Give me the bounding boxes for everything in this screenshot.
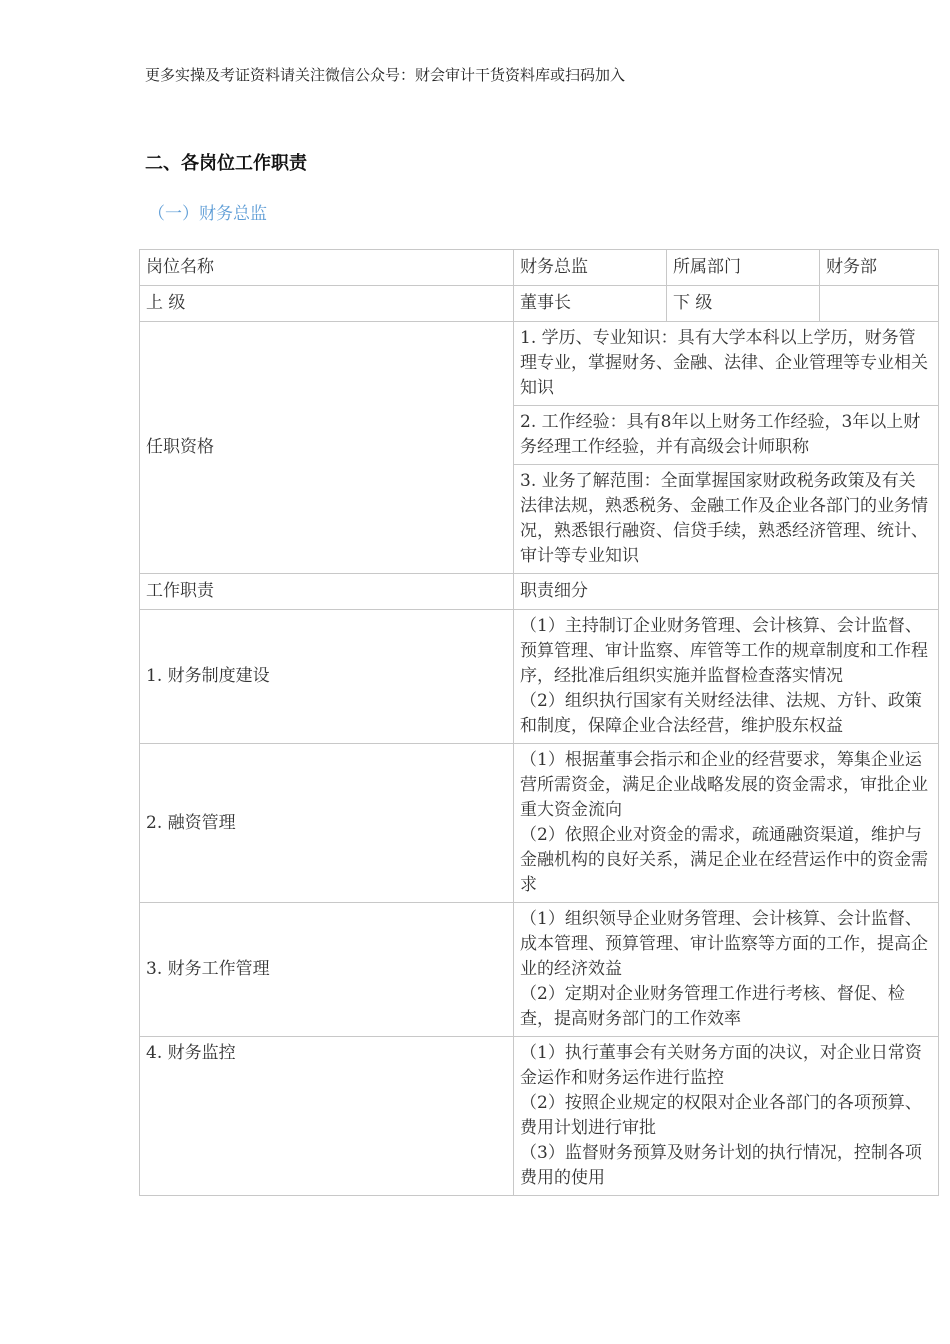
table-row xyxy=(140,744,939,903)
position-name-label: 岗位名称 xyxy=(140,250,514,286)
duty-details xyxy=(514,1037,939,1196)
subordinate-label: 下 级 xyxy=(667,286,820,322)
duty-detail-line: （2）按照企业规定的权限对企业各部门的各项预算、费用计划进行审批 xyxy=(520,1093,922,1138)
duty-detail-line: （1）根据董事会指示和企业的经营要求，筹集企业运营所需资金，满足企业战略发展的资金需求，审批企业重大资金流向 xyxy=(520,750,928,820)
subordinate-value xyxy=(820,286,939,322)
subsection-title: （一）财务总监 xyxy=(148,204,267,224)
table-row xyxy=(140,286,939,322)
qualification-label: 任职资格 xyxy=(140,322,514,574)
qualification-item: 2. 工作经验：具有8年以上财务工作经验，3年以上财务经理工作经验，并有高级会计师职称 xyxy=(514,406,939,465)
duty-detail-line: （1）执行董事会有关财务方面的决议，对企业日常资金运作和财务运作进行监控 xyxy=(520,1043,922,1088)
table-row xyxy=(140,250,939,286)
qualification-item: 3. 业务了解范围：全面掌握国家财政税务政策及有关法律法规，熟悉税务、金融工作及企业各部门的业务情况，熟悉银行融资、信贷手续，熟悉经济管理、统计、审计等专业知识 xyxy=(514,465,939,574)
duty-detail-line: （2）组织执行国家有关财经法律、法规、方针、政策和制度，保障企业合法经营，维护股东权益 xyxy=(520,691,922,736)
duty-name: 4. 财务监控 xyxy=(140,1037,514,1196)
table-row xyxy=(140,1037,939,1196)
department-value: 财务部 xyxy=(820,250,939,286)
duty-name: 1. 财务制度建设 xyxy=(140,610,514,744)
duty-detail-line: （1）主持制订企业财务管理、会计核算、会计监督、预算管理、审计监察、库管等工作的规章制度和工作程序，经批准后组织实施并监督检查落实情况 xyxy=(520,616,928,686)
section-title: 二、各岗位工作职责 xyxy=(145,153,307,174)
duty-header-label: 工作职责 xyxy=(140,574,514,610)
duty-name: 2. 融资管理 xyxy=(140,744,514,903)
duty-detail-line: （1）组织领导企业财务管理、会计核算、会计监督、成本管理、预算管理、审计监察等方面的工作，提高企业的经济效益 xyxy=(520,909,928,979)
table-row xyxy=(140,574,939,610)
duty-header-value: 职责细分 xyxy=(514,574,939,610)
table-row xyxy=(140,903,939,1037)
position-name-value: 财务总监 xyxy=(514,250,667,286)
superior-value: 董事长 xyxy=(514,286,667,322)
duty-details xyxy=(514,903,939,1037)
duty-detail-line: （2）依照企业对资金的需求，疏通融资渠道，维护与金融机构的良好关系，满足企业在经营运作中的资金需求 xyxy=(520,825,928,895)
duty-details xyxy=(514,744,939,903)
table-row xyxy=(140,322,939,406)
department-label: 所属部门 xyxy=(667,250,820,286)
duty-detail-line: （2）定期对企业财务管理工作进行考核、督促、检查，提高财务部门的工作效率 xyxy=(520,984,905,1029)
table-row xyxy=(140,610,939,744)
duty-name: 3. 财务工作管理 xyxy=(140,903,514,1037)
header-note: 更多实操及考证资料请关注微信公众号：财会审计干货资料库或扫码加入 xyxy=(145,66,626,84)
job-duty-table xyxy=(139,249,939,1196)
duty-detail-line: （3）监督财务预算及财务计划的执行情况，控制各项费用的使用 xyxy=(520,1143,922,1188)
qualification-item: 1. 学历、专业知识：具有大学本科以上学历，财务管理专业，掌握财务、金融、法律、企业管理等专业相关知识 xyxy=(514,322,939,406)
superior-label: 上 级 xyxy=(140,286,514,322)
duty-details xyxy=(514,610,939,744)
